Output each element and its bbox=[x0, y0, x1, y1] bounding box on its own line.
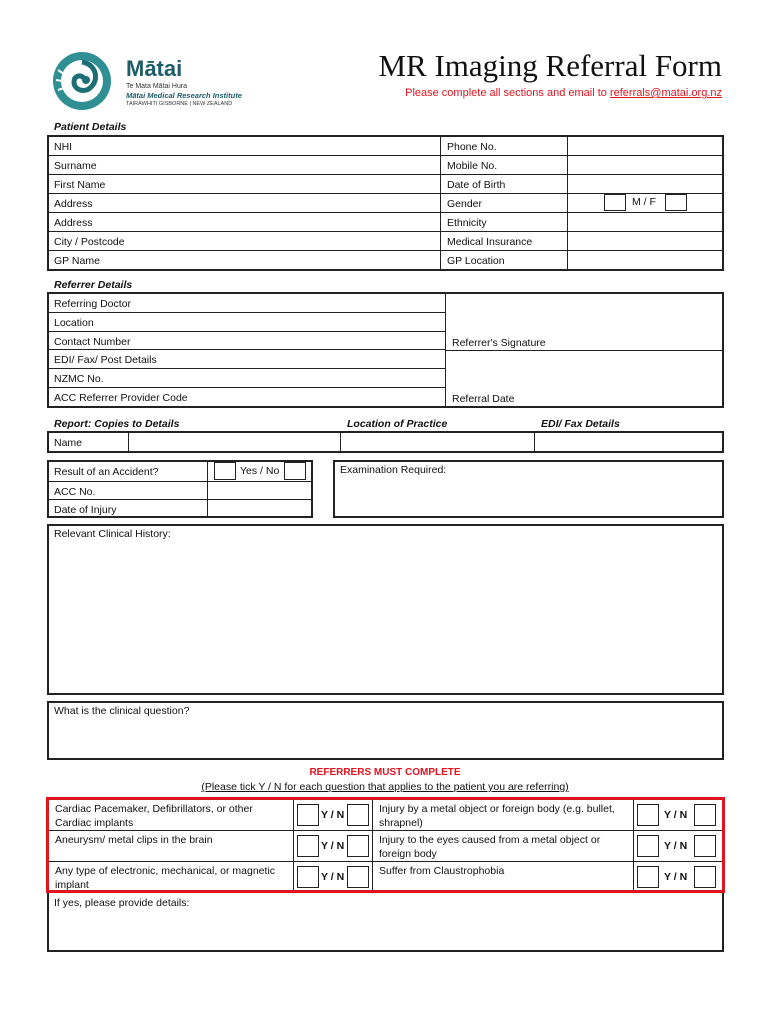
logo-location: TAIRĀWHITI GISBORNE | NEW ZEALAND bbox=[126, 101, 233, 107]
gender-options-label: M / F bbox=[632, 196, 656, 208]
safety-right-yn-label: Y / N bbox=[664, 809, 688, 821]
logo-tagline: Te Mata Mātai Hura bbox=[126, 83, 188, 90]
gender-m-checkbox[interactable] bbox=[604, 194, 626, 211]
referrer-row-label: Contact Number bbox=[54, 336, 131, 348]
referrer-row-label: ACC Referrer Provider Code bbox=[54, 392, 188, 404]
injury-date-field[interactable] bbox=[208, 500, 312, 516]
referrer-row-field[interactable] bbox=[230, 388, 440, 404]
safety-left-n-checkbox[interactable] bbox=[347, 866, 369, 888]
patient-label-right: Medical Insurance bbox=[447, 236, 533, 248]
safety-right-n-checkbox[interactable] bbox=[694, 804, 716, 826]
safety-left-n-checkbox[interactable] bbox=[347, 835, 369, 857]
safety-details-label: If yes, please provide details: bbox=[54, 897, 190, 909]
acc-number-label: ACC No. bbox=[54, 486, 96, 498]
clinical-history-label: Relevant Clinical History: bbox=[54, 528, 171, 540]
referrer-row-field[interactable] bbox=[230, 294, 440, 310]
patient-field-left[interactable] bbox=[200, 194, 438, 211]
patient-field-right[interactable] bbox=[570, 156, 720, 173]
referrer-row-label: Referring Doctor bbox=[54, 298, 132, 310]
patient-label-right: GP Location bbox=[447, 255, 505, 267]
accident-yesno-label: Yes / No bbox=[240, 465, 280, 477]
copies-name-field[interactable] bbox=[129, 432, 339, 452]
patient-label-left: Address bbox=[54, 198, 93, 210]
patient-label-right: Ethnicity bbox=[447, 217, 487, 229]
referrer-section-title: Referrer Details bbox=[54, 279, 133, 291]
copies-location-field[interactable] bbox=[341, 432, 533, 452]
safety-left-n-checkbox[interactable] bbox=[347, 804, 369, 826]
safety-question-left: Any type of electronic, mechanical, or magnetic implant bbox=[55, 865, 276, 891]
safety-right-y-checkbox[interactable] bbox=[637, 804, 659, 826]
patient-field-left[interactable] bbox=[200, 137, 438, 154]
safety-right-y-checkbox[interactable] bbox=[637, 835, 659, 857]
injury-date-label: Date of Injury bbox=[54, 504, 117, 516]
copies-edi-title: EDI/ Fax Details bbox=[541, 418, 620, 430]
copies-name-label: Name bbox=[54, 437, 83, 449]
referral-date-label: Referral Date bbox=[452, 393, 515, 405]
accident-no-checkbox[interactable] bbox=[284, 462, 306, 480]
patient-label-right: Gender bbox=[447, 198, 483, 210]
referrer-row-label: EDI/ Fax/ Post Details bbox=[54, 354, 157, 366]
patient-field-left[interactable] bbox=[200, 232, 438, 249]
patient-label-left: GP Name bbox=[54, 255, 100, 267]
accident-label: Result of an Accident? bbox=[54, 466, 159, 478]
page-title: MR Imaging Referral Form bbox=[378, 48, 722, 83]
referrer-signature-label: Referrer's Signature bbox=[452, 337, 546, 349]
logo-region: TAIRĀWHITI GISBORNE bbox=[126, 101, 188, 107]
copies-edi-field[interactable] bbox=[535, 432, 722, 452]
logo-tagline: Mātai Medical Research Institute bbox=[126, 91, 242, 100]
patient-field-left[interactable] bbox=[200, 156, 438, 173]
patient-field-right[interactable] bbox=[570, 137, 720, 154]
email-link[interactable]: referrals@matai.org.nz bbox=[609, 87, 722, 99]
referrer-row-field[interactable] bbox=[230, 313, 440, 329]
referrer-row-label: NZMC No. bbox=[54, 373, 104, 385]
patient-field-left[interactable] bbox=[200, 213, 438, 230]
patient-field-right[interactable] bbox=[570, 251, 720, 268]
safety-left-yn-label: Y / N bbox=[321, 809, 345, 821]
gender-f-checkbox[interactable] bbox=[665, 194, 687, 211]
safety-left-yn-label: Y / N bbox=[321, 840, 345, 852]
instruction-line bbox=[405, 87, 722, 99]
safety-right-yn-label: Y / N bbox=[664, 840, 688, 852]
referrer-row-field[interactable] bbox=[230, 332, 440, 348]
safety-question-left: Cardiac Pacemaker, Defibrillators, or other Cardiac implants bbox=[55, 803, 253, 829]
clinical-question-label: What is the clinical question? bbox=[54, 705, 190, 717]
copies-section-title: Report: Copies to Details bbox=[54, 418, 180, 430]
copies-location-title: Location of Practice bbox=[347, 418, 448, 430]
patient-section-title: Patient Details bbox=[54, 121, 127, 133]
referrer-row-label: Location bbox=[54, 317, 94, 329]
safety-question-right: Injury to the eyes caused from a metal object or foreign body bbox=[379, 834, 601, 860]
safety-question-left: Aneurysm/ metal clips in the brain bbox=[55, 834, 213, 846]
safety-right-y-checkbox[interactable] bbox=[637, 866, 659, 888]
safety-left-y-checkbox[interactable] bbox=[297, 835, 319, 857]
referrer-signature-field[interactable] bbox=[446, 293, 722, 335]
patient-label-left: Address bbox=[54, 217, 93, 229]
clinical-history-field[interactable] bbox=[47, 524, 724, 695]
patient-label-right: Date of Birth bbox=[447, 179, 506, 191]
patient-label-left: NHI bbox=[54, 141, 73, 153]
patient-field-right[interactable] bbox=[570, 175, 720, 192]
patient-field-right[interactable] bbox=[570, 232, 720, 249]
logo-name: Mātai bbox=[126, 56, 183, 81]
safety-left-yn-label: Y / N bbox=[321, 871, 345, 883]
safety-subheading: (Please tick Y / N for each question that applies to the patient you are referring) bbox=[201, 781, 569, 793]
instruction-text: Please complete all sections and email to bbox=[405, 87, 607, 99]
patient-label-left: First Name bbox=[54, 179, 106, 191]
matai-logo-icon bbox=[50, 50, 114, 112]
patient-field-right[interactable] bbox=[570, 213, 720, 230]
patient-label-right: Mobile No. bbox=[447, 160, 498, 172]
patient-label-right: Phone No. bbox=[447, 141, 497, 153]
logo bbox=[50, 50, 260, 110]
safety-right-n-checkbox[interactable] bbox=[694, 835, 716, 857]
patient-field-left[interactable] bbox=[200, 251, 438, 268]
examination-label: Examination Required: bbox=[340, 464, 447, 476]
safety-question-right: Injury by a metal object or foreign body (e.g. bullet, shrapnel) bbox=[379, 803, 615, 829]
safety-question-right: Suffer from Claustrophobia bbox=[379, 865, 505, 877]
acc-number-field[interactable] bbox=[208, 482, 312, 498]
accident-yes-checkbox[interactable] bbox=[214, 462, 236, 480]
referrer-row-field[interactable] bbox=[230, 369, 440, 385]
logo-country: NEW ZEALAND bbox=[192, 101, 233, 107]
safety-right-n-checkbox[interactable] bbox=[694, 866, 716, 888]
patient-label-left: City / Postcode bbox=[54, 236, 125, 248]
safety-left-y-checkbox[interactable] bbox=[297, 866, 319, 888]
patient-label-left: Surname bbox=[54, 160, 97, 172]
safety-left-y-checkbox[interactable] bbox=[297, 804, 319, 826]
referrer-row-field[interactable] bbox=[230, 350, 440, 366]
patient-field-left[interactable] bbox=[200, 175, 438, 192]
safety-right-yn-label: Y / N bbox=[664, 871, 688, 883]
safety-heading: REFERRERS MUST COMPLETE bbox=[309, 767, 461, 778]
